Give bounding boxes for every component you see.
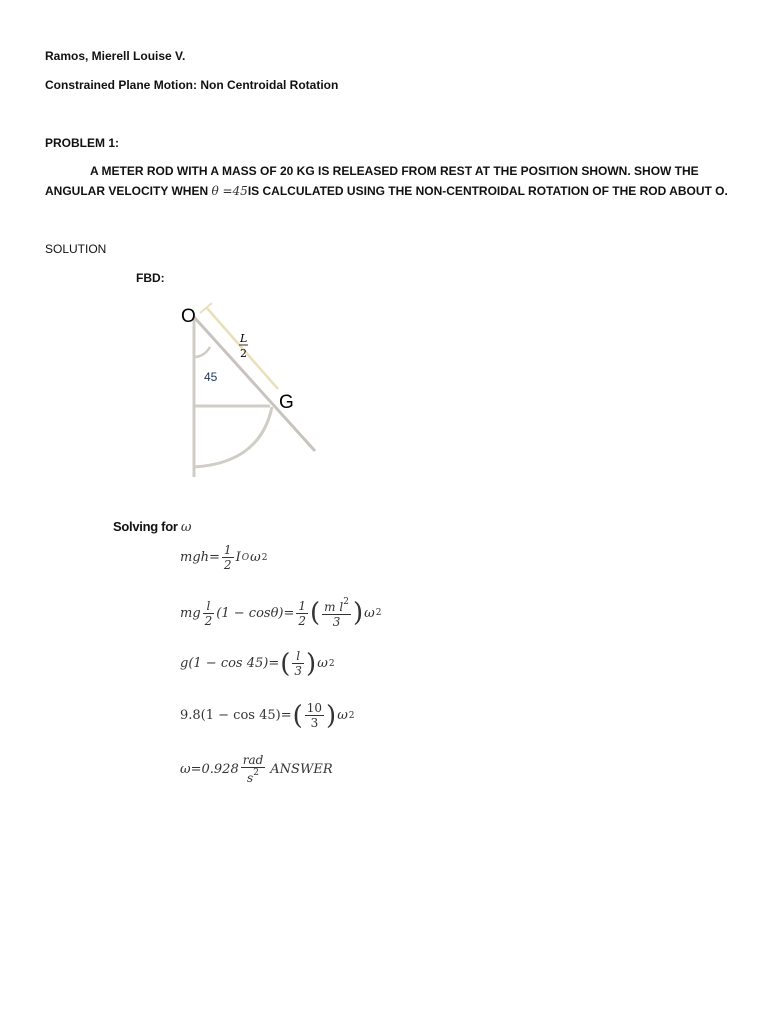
eq1-fraction: $\frac{1}{2}$ <box>223 543 232 572</box>
solving-heading <box>113 518 192 536</box>
theta-expression: θ =45 <box>211 184 248 198</box>
point-g-label: G <box>279 392 294 413</box>
topic-title: Constrained Plane Motion: Non Centroidal Rotation <box>45 78 339 92</box>
problem-text-line1: A METER ROD WITH A MASS OF 20 KG IS RELEASED FROM REST AT THE POSITION SHOWN. SHOW THE <box>90 164 699 178</box>
author-name: Ramos, Mierell Louise V. <box>45 49 186 63</box>
solution-label: SOLUTION <box>45 242 107 256</box>
fbd-label: FBD: <box>136 271 165 285</box>
eq1-lhs: mgh= <box>180 550 220 565</box>
swing-path <box>194 407 272 467</box>
eq2-middle: (1 − cosθ)= <box>216 605 295 621</box>
free-body-diagram <box>170 295 340 485</box>
problem-text-line2 <box>45 182 728 201</box>
solving-label: Solving for <box>113 519 181 534</box>
answer-label: ANSWER <box>270 761 333 777</box>
problem-label: PROBLEM 1: <box>45 136 120 150</box>
eq1-inertia: I <box>235 550 241 565</box>
equation-3: g(1 − cos 45)= ( $\frac{l}{3}$ ) ω 2 <box>180 648 335 679</box>
problem-text-a: ANGULAR VELOCITY WHEN <box>45 184 212 198</box>
angle-arc <box>194 347 210 357</box>
eq2-lhs: mg <box>180 605 201 621</box>
half-length-num: L <box>240 332 248 345</box>
problem-text-b: IS CALCULATED USING THE NON-CENTROIDAL ROTATION OF THE ROD ABOUT O. <box>247 184 728 198</box>
equation-4: 9.8(1 − cos 45)= ( $\frac{10}{3}$ ) ω 2 <box>180 700 355 731</box>
equation-1: mgh= $\frac{1}{2}$ I O ω 2 <box>180 543 268 572</box>
rod-line <box>194 317 315 451</box>
eq3-lhs: g(1 − cos 45)= <box>180 656 280 671</box>
solving-symbol: ω <box>180 520 192 535</box>
half-length-den: 2 <box>240 347 247 360</box>
eq5-lhs: ω=0.928 <box>180 761 239 777</box>
point-o-label: O <box>181 306 196 327</box>
eq4-lhs: 9.8(1 − cos 45)= <box>180 708 292 723</box>
equation-2: mg $\frac{l}{2}$ (1 − cosθ)= $\frac{1}{2}$ ( $\frac{m l^2}{3}$ ) ω 2 <box>180 597 382 629</box>
angle-label: 45 <box>204 370 218 384</box>
equation-5-answer: ω=0.928 $\frac{\text{rad}}{s^2}$ ANSWER <box>180 753 333 785</box>
